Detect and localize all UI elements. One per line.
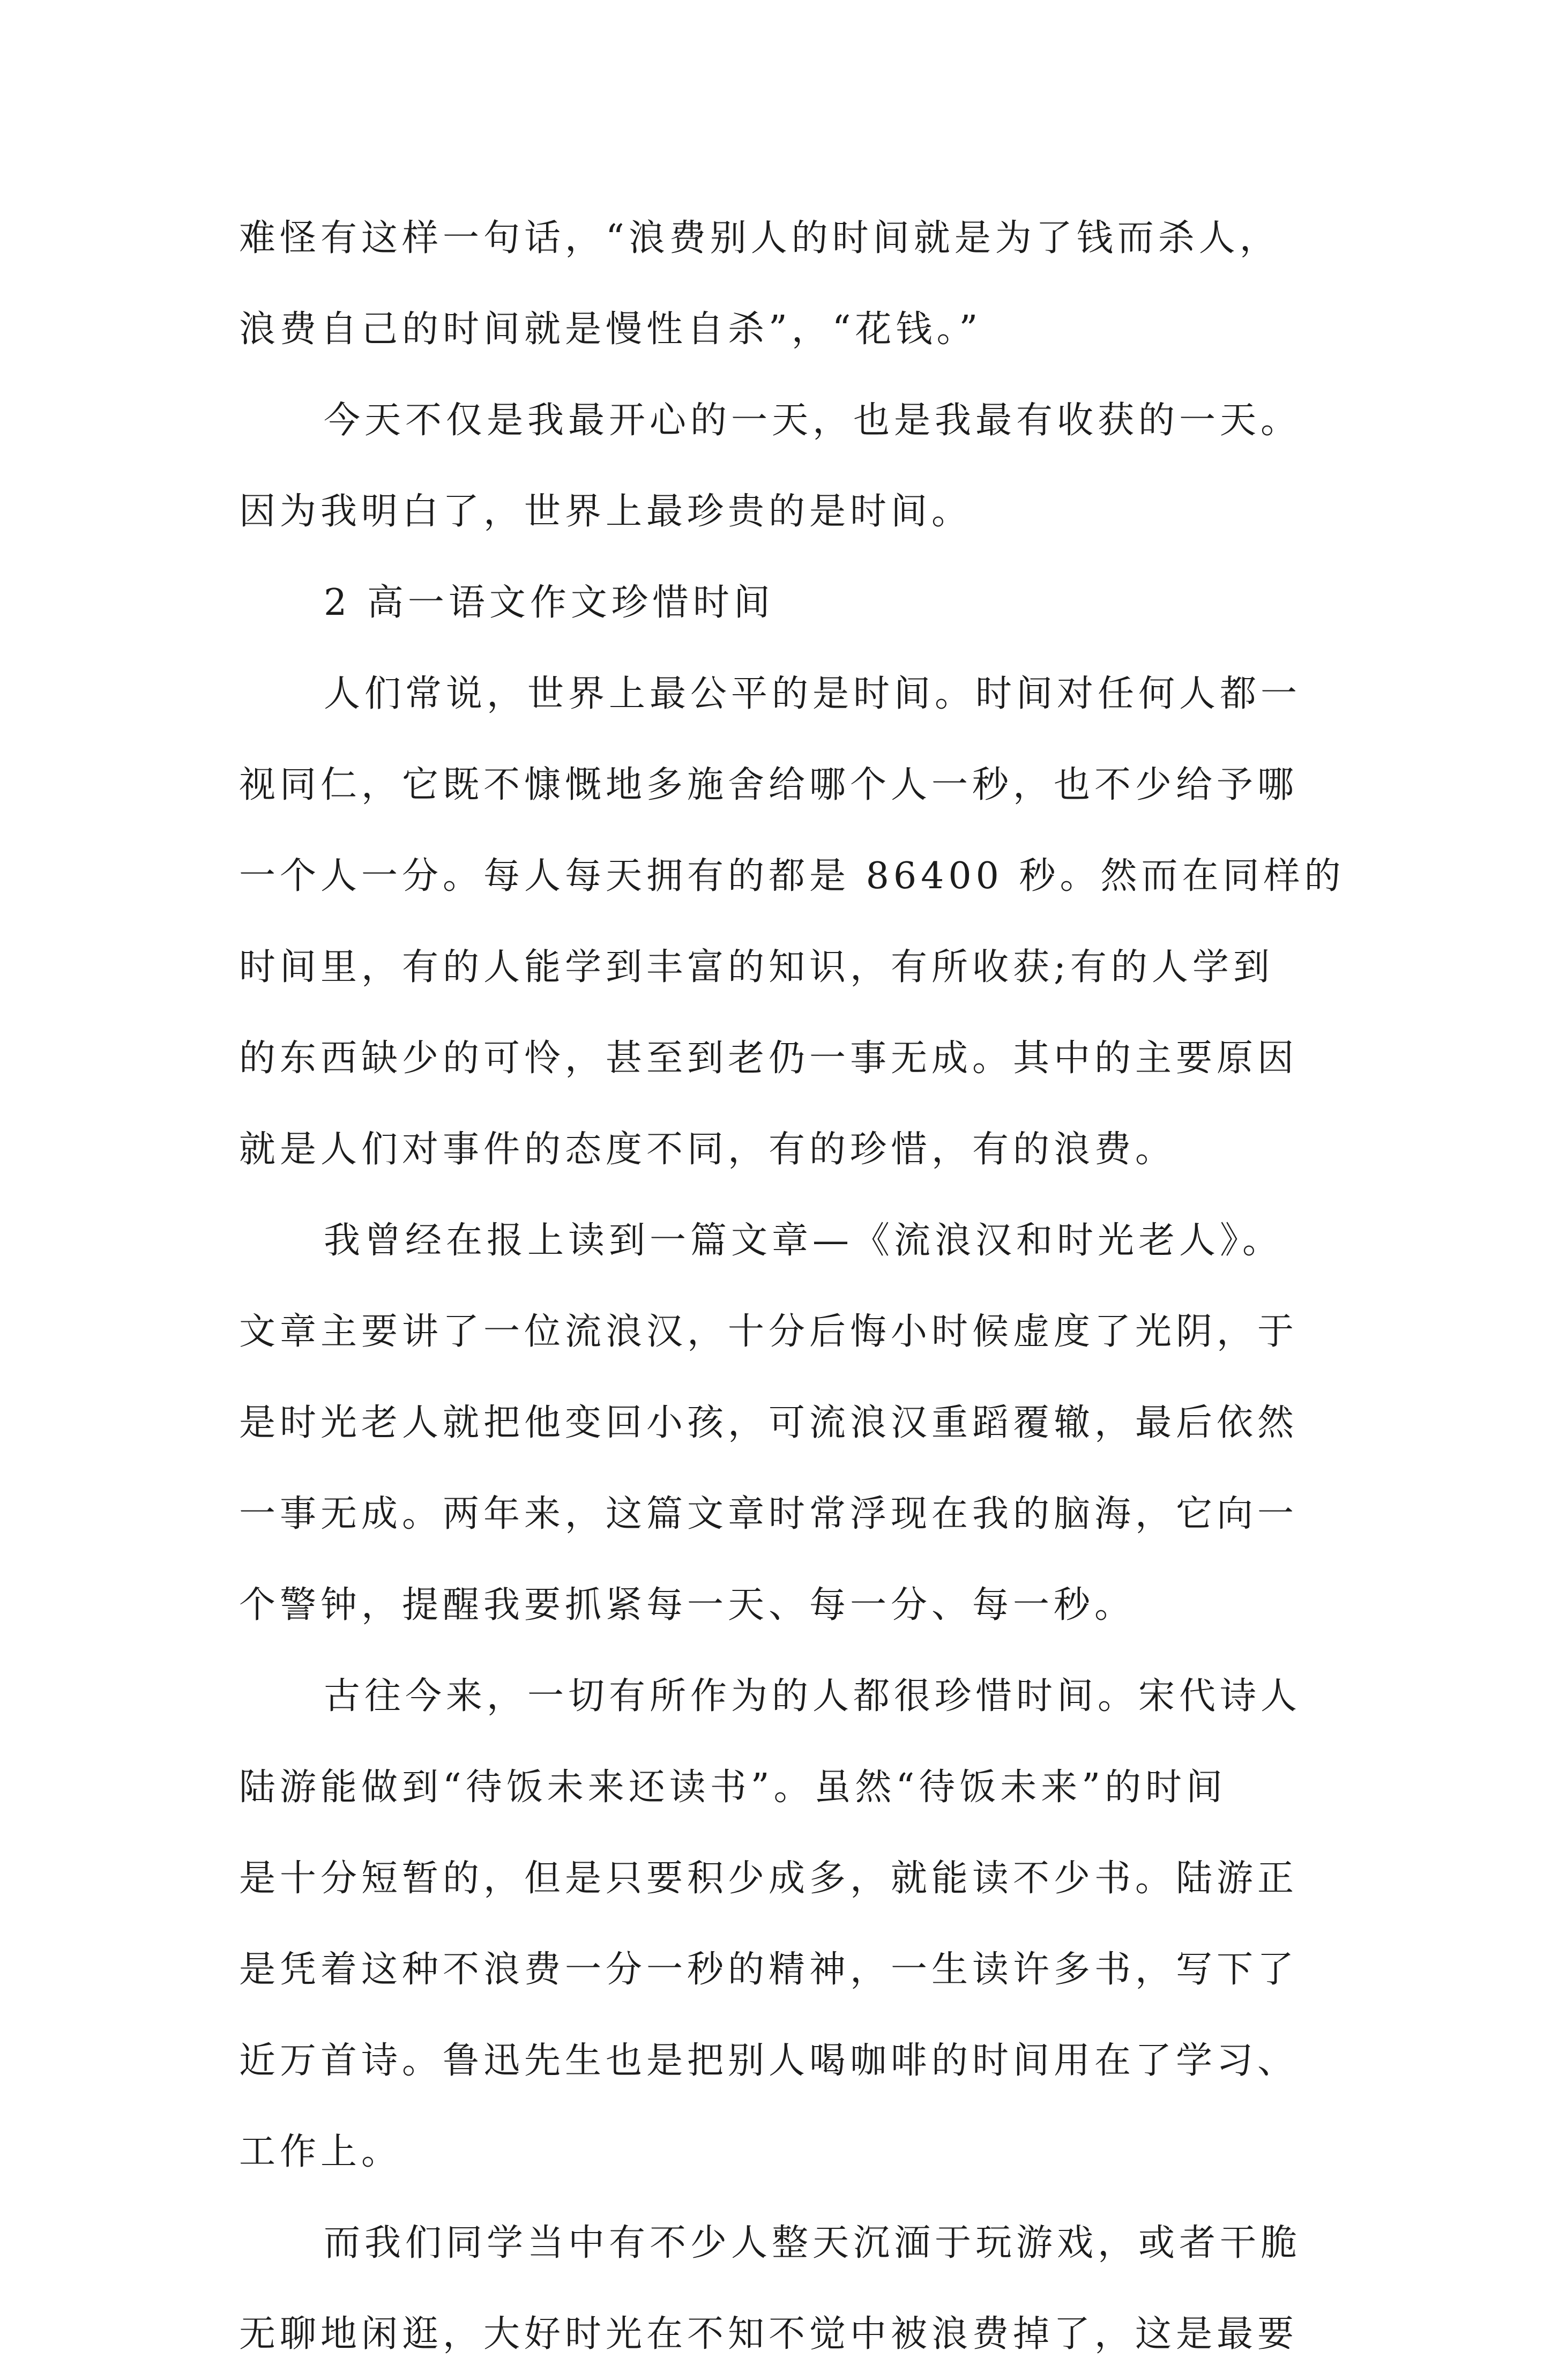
section-heading: 2 高一语文作文珍惜时间 (324, 582, 774, 624)
text-line: 一事无成。两年来，这篇文章时常浮现在我的脑海，它向一 (239, 1493, 1299, 1535)
text-line: 是时光老人就把他变回小孩，可流浪汉重蹈覆辙，最后依然 (239, 1402, 1299, 1444)
text-line: 我曾经在报上读到一篇文章—《流浪汉和时光老人》。 (324, 1219, 1284, 1262)
text-line: 人们常说，世界上最公平的是时间。时间对任何人都一 (324, 673, 1302, 715)
text-line: 古往今来，一切有所作为的人都很珍惜时间。宋代诗人 (324, 1675, 1302, 1717)
text-line: 今天不仅是我最开心的一天，也是我最有收获的一天。 (324, 399, 1302, 442)
text-line: 时间里，有的人能学到丰富的知识，有所收获;有的人学到 (239, 946, 1274, 988)
text-line: 是十分短暂的，但是只要积少成多，就能读不少书。陆游正 (239, 1857, 1299, 1900)
text-line: 难怪有这样一句话，“浪费别人的时间就是为了钱而杀人， (239, 217, 1280, 259)
text-line: 一个人一分。每人每天拥有的都是 86400 秒。然而在同样的 (239, 855, 1345, 897)
text-line: 陆游能做到“待饭未来还读书”。虽然“待饭未来”的时间 (239, 1766, 1227, 1809)
text-line: 浪费自己的时间就是慢性自杀”，“花钱。” (239, 308, 982, 351)
text-line: 就是人们对事件的态度不同，有的珍惜，有的浪费。 (239, 1128, 1176, 1171)
text-line: 而我们同学当中有不少人整天沉湎于玩游戏，或者干脆 (324, 2222, 1302, 2264)
text-line: 的东西缺少的可怜，甚至到老仍一事无成。其中的主要原因 (239, 1037, 1299, 1080)
text-line: 因为我明白了，世界上最珍贵的是时间。 (239, 490, 973, 533)
text-line: 近万首诗。鲁迅先生也是把别人喝咖啡的时间用在了学习、 (239, 2040, 1299, 2082)
text-line: 是凭着这种不浪费一分一秒的精神，一生读许多书，写下了 (239, 1948, 1299, 1991)
text-line: 个警钟，提醒我要抓紧每一天、每一分、每一秒。 (239, 1584, 1136, 1626)
document-body (239, 193, 1345, 2380)
text-line: 无聊地闲逛，大好时光在不知不觉中被浪费掉了，这是最要 (239, 2313, 1299, 2355)
text-line: 文章主要讲了一位流浪汉，十分后悔小时候虚度了光阴，于 (239, 1311, 1299, 1353)
text-line: 视同仁，它既不慷慨地多施舍给哪个人一秒，也不少给予哪 (239, 764, 1299, 806)
text-line: 工作上。 (239, 2131, 402, 2173)
